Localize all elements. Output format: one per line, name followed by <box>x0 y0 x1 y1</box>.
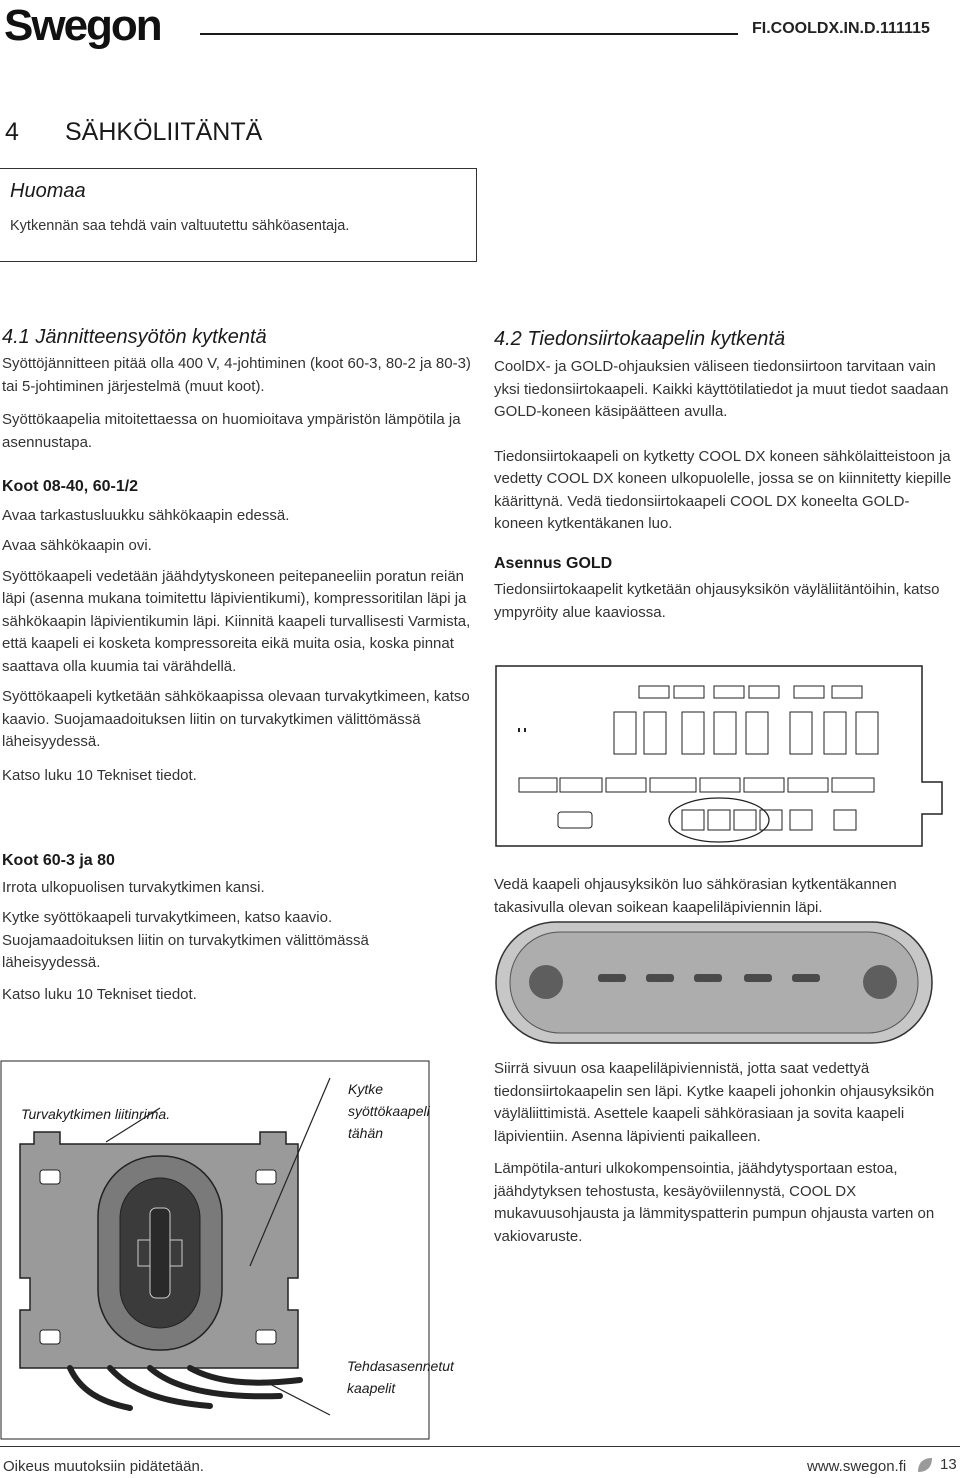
chapter-title-text: SÄHKÖLIITÄNTÄ <box>65 118 263 146</box>
paragraph: Kytke syöttökaapeli turvakytkimeen, katso kaavio. Suojamaadoituksen liitin on turvakytkimen välittömässä läheisyydessä. <box>2 909 369 971</box>
paragraph: Siirrä sivuun osa kaapeliläpiviennistä, jotta saat vedettyä tiedonsiirtokaapelin sen läpi. Kytke kaapeli johonkin ohjausyksikön väyläliittimistä. Asettele kaapeli sähkörasiaan ja sovita kaapeli läpivientiin. Asenna läpivienti paikalleen. <box>494 1060 935 1145</box>
paragraph: Avaa tarkastusluukku sähkökaapin edessä. <box>2 506 290 524</box>
chapter-number: 4 <box>5 118 19 146</box>
document-code: FI.COOLDX.IN.D.111115 <box>752 20 930 37</box>
leaf-icon <box>916 1456 934 1474</box>
paragraph: Syöttökaapelia mitoitettaessa on huomioitava ympäristön lämpötila ja asennustapa. <box>2 411 461 451</box>
cable-grommet-figure <box>494 920 934 1045</box>
paragraph: Tiedonsiirtokaapelit kytketään ohjausyksikön väyläliitäntöihin, katso ympyröity alue kaaviossa. <box>494 581 940 621</box>
footer-disclaimer: Oikeus muutoksiin pidätetään. <box>3 1458 204 1475</box>
subheading: Koot 08-40, 60-1/2 <box>2 478 139 495</box>
brand-logo: Swegon <box>4 1 161 50</box>
caption-connect-cable: Kytke syöttökaapeli tähän <box>348 1081 430 1141</box>
paragraph: Syöttökaapeli kytketään sähkökaapissa olevaan turvakytkimeen, katso kaavio. Suojamaadoituksen liitin on turvakytkimen välittömässä läheisyydessä. <box>2 688 470 750</box>
caption-factory-cables: Tehdasasennetut kaapelit <box>347 1358 454 1396</box>
section-42-heading: 4.2 Tiedonsiirtokaapelin kytkentä <box>494 328 786 350</box>
subheading: Koot 60-3 ja 80 <box>2 852 115 869</box>
paragraph: Avaa sähkökaapin ovi. <box>2 537 152 554</box>
section-41-heading: 4.1 Jännitteensyötön kytkentä <box>2 326 267 348</box>
paragraph-cable-route: Vedä kaapeli ohjausyksikön luo sähkörasian kytkentäkannen takasivulla olevan soikean kaapeliläpiviennin läpi. <box>494 876 897 916</box>
paragraph: Lämpötila-anturi ulkokompensointia, jäähdytysportaan estoa, jäähdytyksen tehostusta, kesäyöviilennystä, COOL DX mukavuusohjausta ja lämmityspatterin pumpun ohjausta varten on vakiovaruste. <box>494 1160 935 1245</box>
section-42-body <box>494 356 956 624</box>
paragraph: Tiedonsiirtokaapeli on kytketty COOL DX koneen sähkölaitteistoon ja vedetty COOL DX koneen ulkopuolelle, jossa se on kiinnitetty kiepille käärittynä. Vedä tiedonsiirtokaapeli COOL DX koneelta GOLD-koneen kytkentäkanen luo. <box>494 447 952 532</box>
paragraph: Syöttöjännitteen pitää olla 400 V, 4-johtiminen (koot 60-3, 80-2 ja 80-3) tai 5-johtiminen järjestelmä (muut koot). <box>2 355 471 395</box>
paragraph: CoolDX- ja GOLD-ohjauksien väliseen tiedonsiirtoon tarvitaan vain yksi tiedonsiirtokaapeli. Kaikki käyttötilatiedot ja muut tiedot saadaan GOLD-koneen käsipäätteen avulla. <box>494 358 949 420</box>
note-text: Kytkennän saa tehdä vain valtuutettu sähköasentaja. <box>10 218 350 234</box>
section-42-body-b <box>494 1058 956 1248</box>
subheading: Asennus GOLD <box>494 554 613 572</box>
paragraph: Katso luku 10 Tekniset tiedot. <box>2 985 197 1003</box>
header-rule <box>200 33 738 35</box>
footer-website[interactable]: www.swegon.fi <box>807 1458 907 1475</box>
chapter-title <box>5 118 262 147</box>
footer-rule <box>0 1446 960 1447</box>
page-number: 13 <box>940 1456 957 1473</box>
control-board-figure <box>494 664 944 850</box>
paragraph: Katso luku 10 Tekniset tiedot. <box>2 766 197 784</box>
section-41-body-b <box>2 850 462 1006</box>
caption-terminal-strip: Turvakytkimen liitinrima. <box>21 1106 171 1122</box>
paragraph: Syöttökaapeli vedetään jäähdytyskoneen peitepaneeliin poratun reiän läpi (asenna mukana toimitettu läpivientikumi), kompressoritilan läpi ja sähkökaapin läpivientikumin läpi. Kiinnitä kaapeli turvallisesti Varmista, että kaapeli ei kosketa kompressoreita eikä muita osia, koska pinnat saattava olla kuumia tai värähdellä. <box>2 567 471 675</box>
note-title: Huomaa <box>10 180 86 202</box>
paragraph: Irrota ulkopuolisen turvakytkimen kansi. <box>2 878 265 896</box>
section-41-body <box>2 353 472 787</box>
